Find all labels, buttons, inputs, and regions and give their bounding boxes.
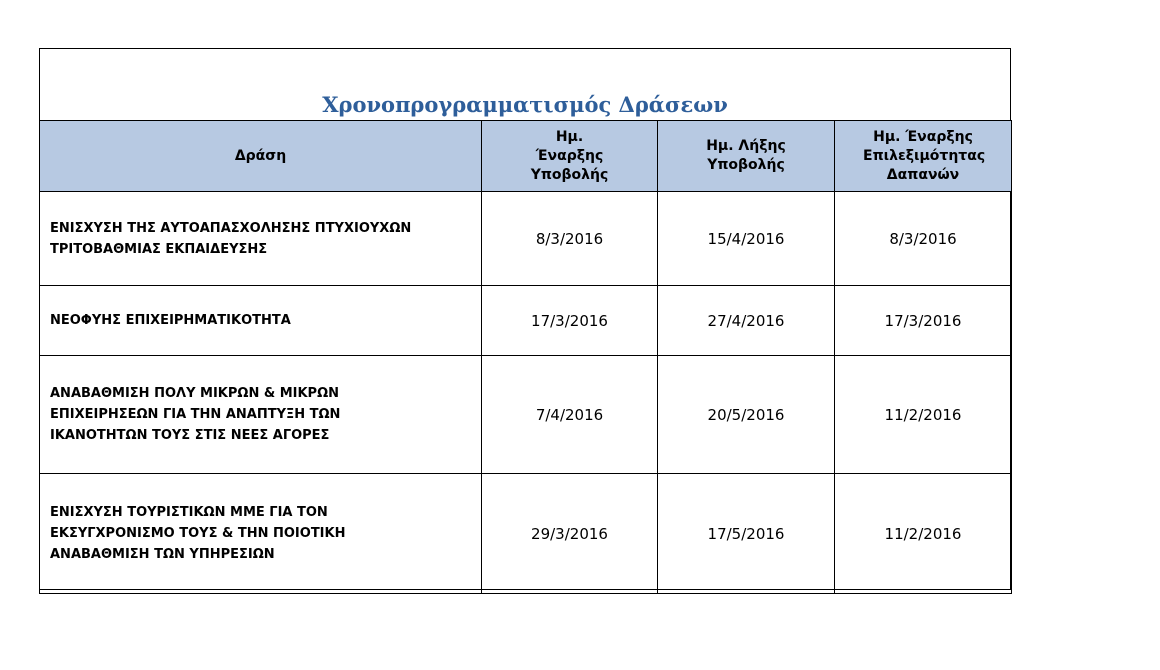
header-start-eligibility: [835, 121, 1012, 192]
row-start-eligibility: 8/3/2016: [835, 192, 1012, 286]
row-action-text: ΑΝΑΒΑΘΜΙΣΗ ΠΟΛΥ ΜΙΚΡΩΝ & ΜΙΚΡΩΝ ΕΠΙΧΕΙΡΗΣΕΩΝ ΓΙΑ ΤΗΝ ΑΝΑΠΤΥΞΗ ΤΩΝ ΙΚΑΝΟΤΗΤΩΝ ΤΟΥΣ ΣΤΙΣ ΝΕΕΣ ΑΓΟΡΕΣ: [50, 386, 341, 443]
row-action-text: ΕΝΙΣΧΥΣΗ ΤΟΥΡΙΣΤΙΚΩΝ ΜΜΕ ΓΙΑ ΤΟΝ ΕΚΣΥΓΧΡΟΝΙΣΜΟ ΤΟΥΣ & ΤΗΝ ΠΟΙΟΤΙΚΗ ΑΝΑΒΑΘΜΙΣΗ ΤΩΝ ΥΠΗΡΕΣΙΩΝ: [50, 505, 346, 562]
row-start-submission: 29/3/2016: [482, 474, 658, 594]
row-start-eligibility: 17/3/2016: [835, 286, 1012, 356]
row-action: [40, 356, 482, 474]
row-start-submission: 17/3/2016: [482, 286, 658, 356]
table-row: [40, 474, 1012, 594]
row-end-submission: 27/4/2016: [658, 286, 835, 356]
row-end-submission: 17/5/2016: [658, 474, 835, 594]
row-action-text: ΕΝΙΣΧΥΣΗ ΤΗΣ ΑΥΤΟΑΠΑΣΧΟΛΗΣΗΣ ΠΤΥΧΙΟΥΧΩΝ ΤΡΙΤΟΒΑΘΜΙΑΣ ΕΚΠΑΙΔΕΥΣΗΣ: [50, 220, 412, 257]
row-start-submission: 8/3/2016: [482, 192, 658, 286]
table-row: [40, 286, 1012, 356]
header-end-submission-label: Ημ. Λήξης Υποβολής: [706, 138, 786, 173]
schedule-table: [39, 120, 1012, 594]
schedule-frame: [39, 48, 1011, 590]
row-start-eligibility: 11/2/2016: [835, 356, 1012, 474]
table-header-row: [40, 121, 1012, 192]
header-start-submission-label: Ημ. Έναρξης Υποβολής: [530, 128, 609, 183]
row-start-eligibility: 11/2/2016: [835, 474, 1012, 594]
table-row: [40, 192, 1012, 286]
row-end-submission: 20/5/2016: [658, 356, 835, 474]
row-action: [40, 192, 482, 286]
header-end-submission: [658, 121, 835, 192]
row-start-submission: 7/4/2016: [482, 356, 658, 474]
row-end-submission: 15/4/2016: [658, 192, 835, 286]
header-start-eligibility-label: Ημ. Έναρξης Επιλεξιμότητας Δαπανών: [863, 128, 986, 183]
table-row: [40, 356, 1012, 474]
row-action-text: ΝΕΟΦΥΗΣ ΕΠΙΧΕΙΡΗΜΑΤΙΚΟΤΗΤΑ: [50, 313, 291, 328]
page-title: Χρονοπρογραμματισμός Δράσεων: [322, 92, 728, 117]
row-action: [40, 474, 482, 594]
header-start-submission: [482, 121, 658, 192]
header-action: Δράση: [40, 121, 482, 192]
row-action: [40, 286, 482, 356]
